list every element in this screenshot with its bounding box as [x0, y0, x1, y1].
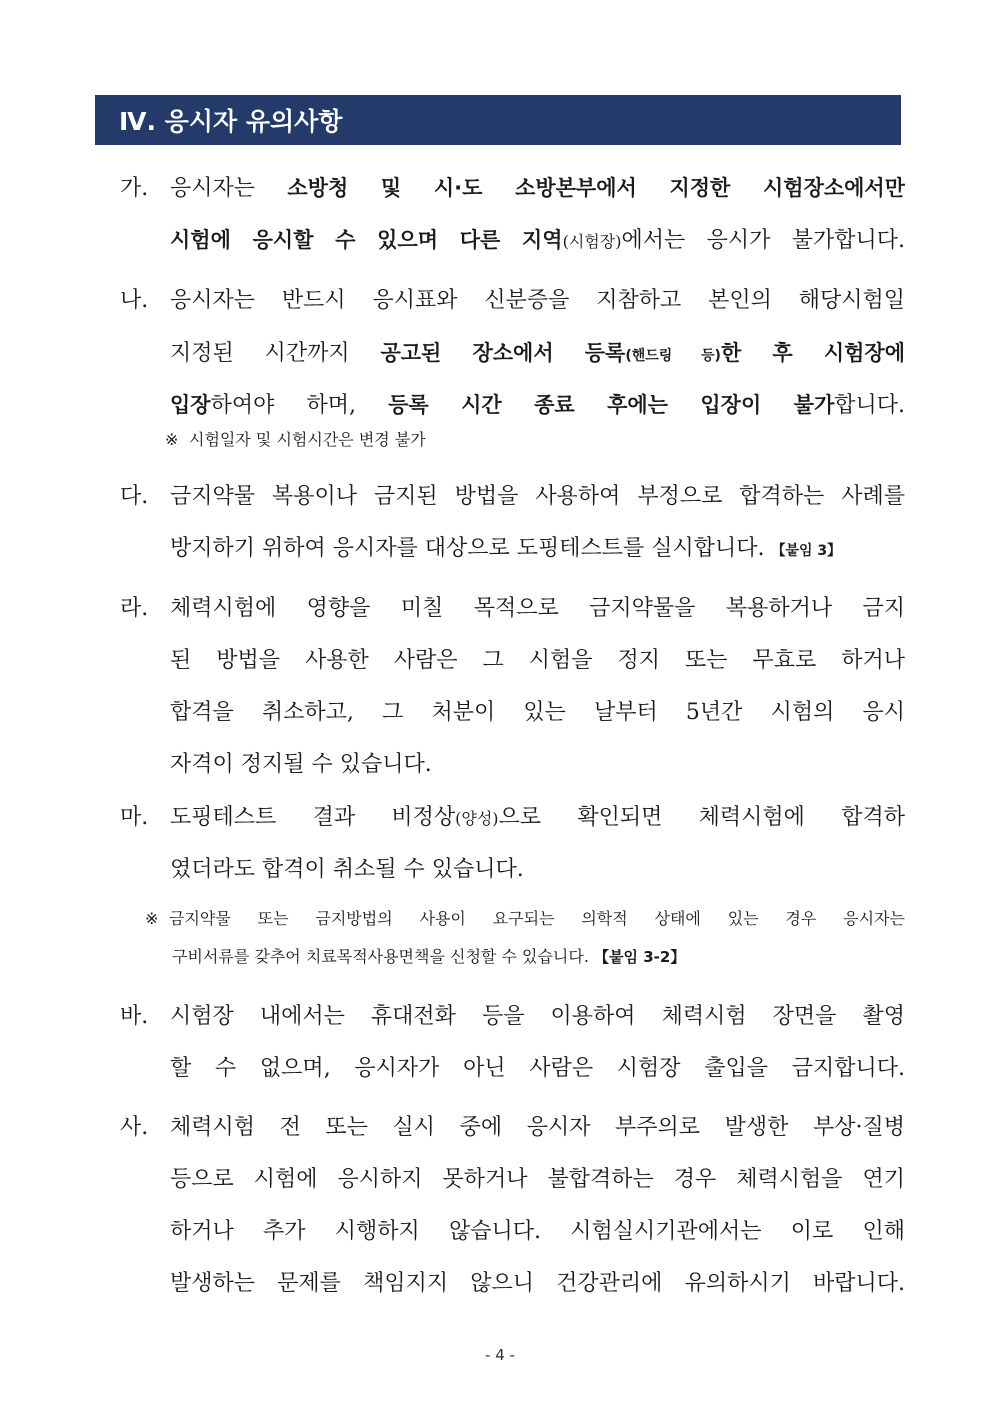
item-line: [120, 1102, 905, 1154]
item-line: [120, 327, 905, 379]
item-line: [120, 844, 905, 896]
item-text: 도핑테스트 결과 비정상: [170, 805, 456, 830]
item-line: [120, 1258, 905, 1310]
note-tue: [145, 900, 905, 938]
item-emphasis: 시험에 응시할 수 있으며 다른 지역: [170, 228, 563, 252]
page-number: - 4 -: [485, 1346, 515, 1364]
item-emphasis: 공고된 장소에서 등록: [380, 341, 626, 365]
item-text: 으로 확인되면 체력시험에 합격하: [498, 805, 905, 830]
item-text: 자격이 정지될 수 있습니다.: [170, 752, 432, 777]
item-line: [120, 739, 905, 791]
item-label: 라.: [120, 596, 149, 621]
item-line: [120, 214, 905, 266]
item-text: 방지하기 위하여 응시자를 대상으로 도핑테스트를 실시합니다.: [170, 536, 772, 561]
note-schedule: [165, 421, 426, 459]
notice-item-na: [120, 275, 905, 431]
note-tue-continued: [172, 938, 685, 976]
item-text: 발생하는 문제를 책임지지 않으니 건강관리에 유의하시기 바랍니다.: [170, 1271, 905, 1296]
note-mark: ※: [145, 909, 159, 928]
item-label: 나.: [120, 288, 149, 313]
item-label: 다.: [120, 484, 149, 509]
section-header: [95, 95, 901, 145]
item-line: [120, 687, 905, 739]
item-line: [120, 583, 905, 635]
attachment-reference: 【붙임 3】: [771, 543, 842, 559]
item-text: 합격을 취소하고, 그 처분이 있는 날부터 5년간 시험의 응시: [170, 700, 905, 725]
item-line: [120, 162, 905, 214]
item-text: 합니다.: [834, 393, 905, 418]
note-text: 금지약물 또는 금지방법의 사용이 요구되는 의학적 상태에 있는 경우 응시자는: [169, 909, 905, 928]
item-emphasis: 등록 시간 종료 후에는 입장이 불가: [388, 393, 835, 417]
item-text: 응시자는: [170, 176, 288, 201]
item-label: 바.: [120, 1004, 149, 1029]
note-text: 구비서류를 갖추어 치료목적사용면책을 신청할 수 있습니다.: [172, 947, 595, 966]
item-text: 하여야 하며,: [210, 393, 389, 418]
item-line: [120, 991, 905, 1043]
notice-item-ma: [120, 792, 905, 896]
item-label: 마.: [120, 805, 149, 830]
notice-item-da: [120, 471, 905, 575]
item-emphasis: 소방청 및 시·도 소방본부에서 지정한 시험장소에서만: [287, 176, 905, 200]
item-text: 할 수 없으며, 응시자가 아닌 사람은 시험장 출입을 금지합니다.: [170, 1056, 905, 1081]
note-text: 시험일자 및 시험시간은 변경 불가: [189, 430, 426, 449]
notice-item-sa: [120, 1102, 905, 1310]
item-text: 등으로 시험에 응시하지 못하거나 불합격하는 경우 체력시험을 연기: [170, 1167, 905, 1192]
note-mark: ※: [165, 430, 179, 449]
item-text: 지정된 시간까지: [170, 341, 381, 366]
item-line: [120, 635, 905, 687]
item-label: 가.: [120, 176, 149, 201]
item-small-text: (시험장): [562, 232, 622, 251]
item-emphasis: 한 후 시험장에: [720, 341, 905, 365]
attachment-reference: 【붙임 3-2】: [594, 948, 686, 966]
item-text: 하거나 추가 시행하지 않습니다. 시험실시기관에서는 이로 인해: [170, 1219, 905, 1244]
item-text: 에서는 응시가 불가합니다.: [621, 228, 905, 253]
notice-item-ra: [120, 583, 905, 791]
item-line: [120, 792, 905, 844]
section-title: Ⅳ. 응시자 유의사항: [119, 107, 343, 136]
item-line: [120, 523, 905, 575]
item-text: 응시자는 반드시 응시표와 신분증을 지참하고 본인의 해당시험일: [170, 288, 905, 313]
item-line: [120, 1154, 905, 1206]
item-text: 체력시험 전 또는 실시 중에 응시자 부주의로 발생한 부상·질병: [170, 1115, 905, 1140]
item-text: 금지약물 복용이나 금지된 방법을 사용하여 부정으로 합격하는 사례를: [170, 484, 905, 509]
item-line: [120, 275, 905, 327]
item-line: [120, 471, 905, 523]
item-text: 였더라도 합격이 취소될 수 있습니다.: [170, 857, 524, 882]
item-line: [120, 1043, 905, 1095]
notice-item-ba: [120, 991, 905, 1095]
item-line: [120, 1206, 905, 1258]
item-small-text: (핸드링 등): [625, 348, 721, 364]
item-text: 체력시험에 영향을 미칠 목적으로 금지약물을 복용하거나 금지: [170, 596, 905, 621]
item-label: 사.: [120, 1115, 149, 1140]
notice-item-ga: [120, 162, 905, 266]
item-small-text: (양성): [455, 809, 499, 828]
item-text: 시험장 내에서는 휴대전화 등을 이용하여 체력시험 장면을 촬영: [170, 1004, 905, 1029]
item-text: 된 방법을 사용한 사람은 그 시험을 정지 또는 무효로 하거나: [170, 648, 905, 673]
item-emphasis: 입장: [170, 393, 211, 417]
